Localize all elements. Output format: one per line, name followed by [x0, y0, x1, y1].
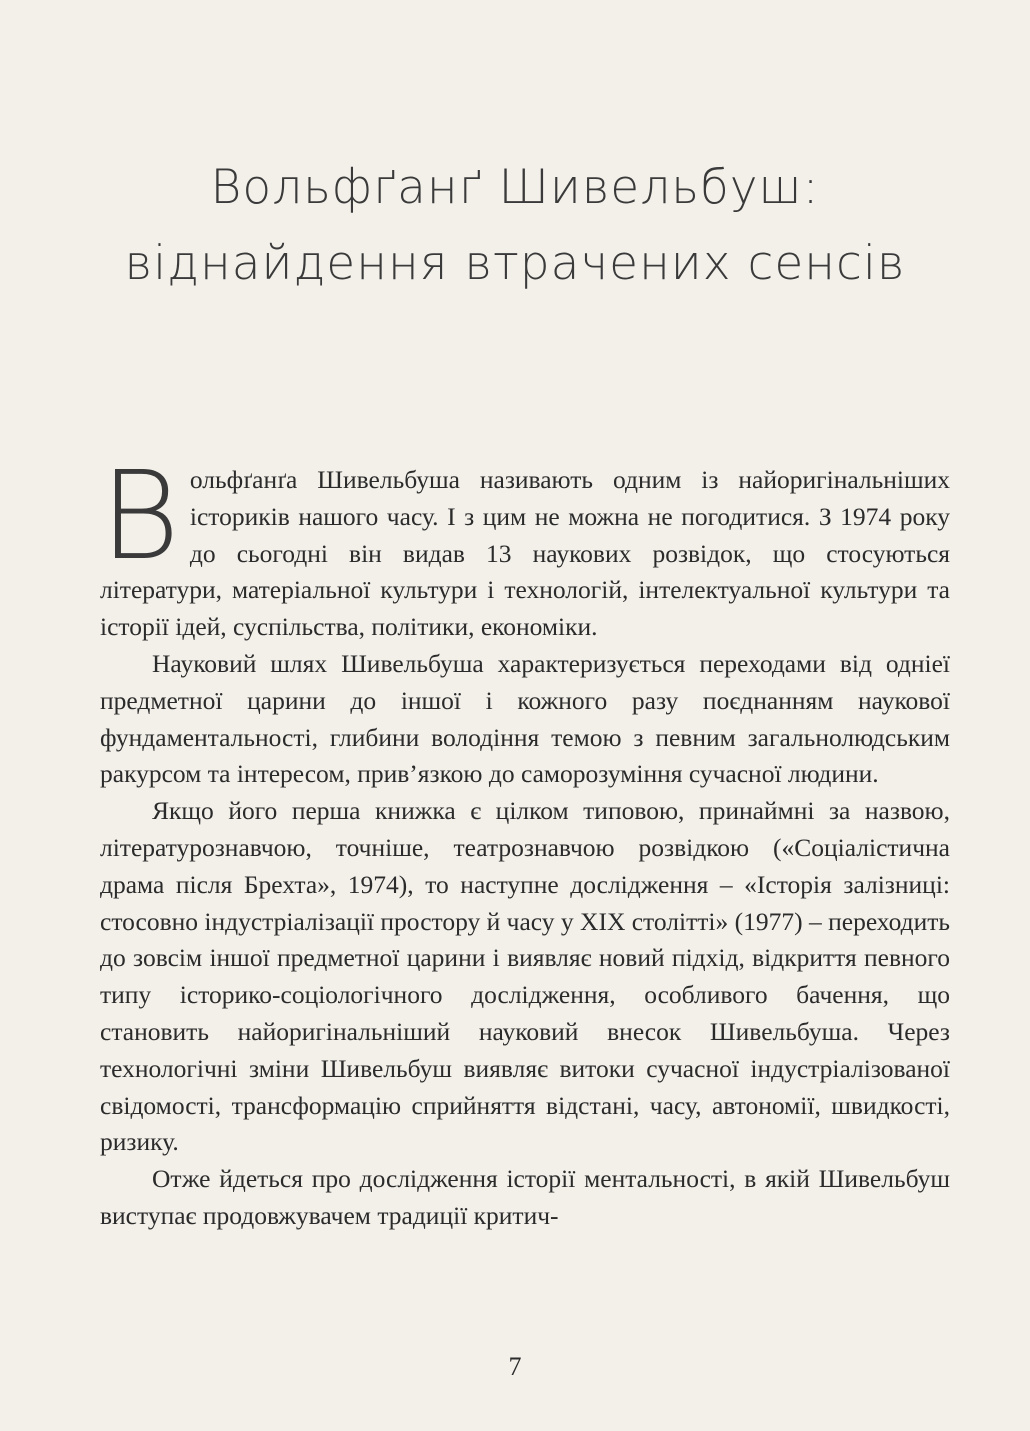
chapter-title-line-1: Вольфґанґ Шивельбуш: [210, 160, 820, 215]
paragraph-4: Отже йдеться про дослідження історії ментальності, в якій Шивельбуш виступає продовжувачем традиції критич- [100, 1164, 950, 1230]
paragraph-2: Науковий шлях Шивельбуша характеризується переходами від одніеї предметної царини до іншої і кожного разу поєднанням наукової фундаментальності, глибини володіння темою з певним загальнолюдським ракурсом та інтересом, прив’язкою до саморозуміння сучасної людини. [100, 648, 950, 789]
paragraph-1 [100, 445, 950, 646]
page-number: 7 [508, 1352, 522, 1381]
paragraph-3: Якщо його перша книжка є цілком типовою, принаймні за назвою, літературознавчою, точніше, театрознавчою розвідкою («Соціалістична драма після Брехта», 1974), то наступне дослідження – «Історія залізниці: стосовно індустріалізації простору й часу у XIX столітті» (1977) – переходить до зовсім іншої предметної царини і виявляє новий підхід, відкриття певного типу історико-соціологічного дослідження, особливого бачення, що становить найоригінальніший науковий внесок Шивельбуша. Через технологічні зміни Шивельбуш виявляє витоки сучасної індустріалізованої свідомості, трансформацію сприйняття відстані, часу, автономії, швидкості, ризику. [100, 796, 950, 1157]
chapter-title-line-2: віднайдення втрачених сенсів [124, 236, 906, 291]
chapter-body [100, 445, 950, 1235]
drop-cap-letter: В [100, 445, 180, 587]
paragraph-1-text: ольфґанґа Шивельбуша називають одним із найоригінальніших істориків нашого часу. І з цим не можна не погодитися. З 1974 року до сьогодні він видав 13 наукових розвідок, що стосуються літератури, матеріальної культури і технологій, інтелектуальної культури та історії ідей, суспільства, політики, економіки. [100, 465, 950, 642]
chapter-title [0, 150, 1030, 302]
